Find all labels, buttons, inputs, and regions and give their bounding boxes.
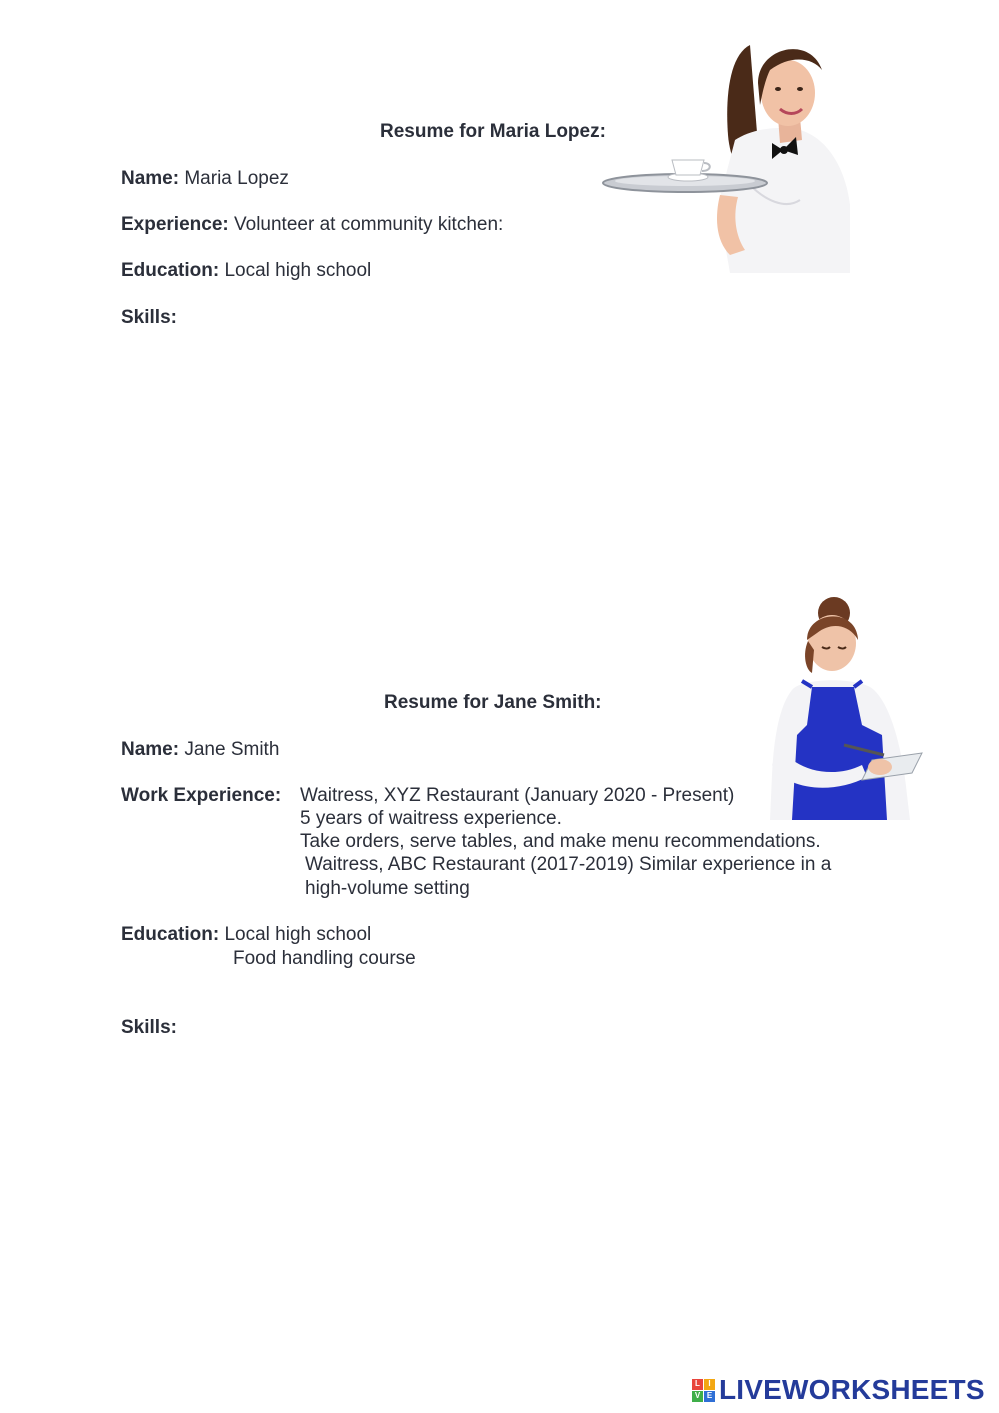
resume1-title: Resume for Maria Lopez:	[380, 121, 606, 142]
liveworksheets-logo-text: LIVEWORKSHEETS	[719, 1374, 985, 1405]
resume2-work-label: Work Experience:	[121, 785, 282, 806]
resume2-education-row	[121, 924, 371, 946]
resume1-experience-row	[121, 214, 503, 236]
resume1-education-row	[121, 260, 371, 282]
waitress-with-notepad-photo	[762, 595, 927, 825]
resume2-work-line: Take orders, serve tables, and make menu recommendations.	[300, 831, 821, 852]
resume2-work-line: 5 years of waitress experience.	[300, 808, 562, 829]
resume1-name-label: Name:	[121, 168, 180, 189]
resume2-name-label: Name:	[121, 739, 180, 760]
resume2-work-line: high-volume setting	[305, 878, 470, 899]
resume1-education-label: Education:	[121, 260, 220, 281]
resume2-name-row	[121, 739, 279, 761]
resume1-skills-label: Skills:	[121, 307, 177, 328]
resume1-name-value: Maria Lopez	[184, 168, 289, 189]
resume2-skills-label: Skills:	[121, 1017, 177, 1038]
resume2-education-line: Food handling course	[233, 948, 416, 969]
resume2-work-line: Waitress, ABC Restaurant (2017-2019) Similar experience in a	[305, 854, 832, 875]
resume1-name-row	[121, 168, 289, 190]
resume2-title: Resume for Jane Smith:	[384, 692, 602, 713]
resume2-education-label: Education:	[121, 924, 220, 945]
liveworksheets-logo	[692, 1374, 985, 1406]
resume2-work-line: Waitress, XYZ Restaurant (January 2020 - Present)	[300, 785, 735, 806]
resume1-experience-label: Experience:	[121, 214, 229, 235]
waitress-with-tray-photo	[600, 25, 860, 275]
liveworksheets-logo-mark: L I V E	[692, 1379, 715, 1402]
resume2-name-value: Jane Smith	[184, 739, 280, 760]
resume2-education-value: Local high school	[224, 924, 372, 945]
resume1-experience-value: Volunteer at community kitchen:	[234, 214, 504, 235]
resume1-education-value: Local high school	[224, 260, 372, 281]
